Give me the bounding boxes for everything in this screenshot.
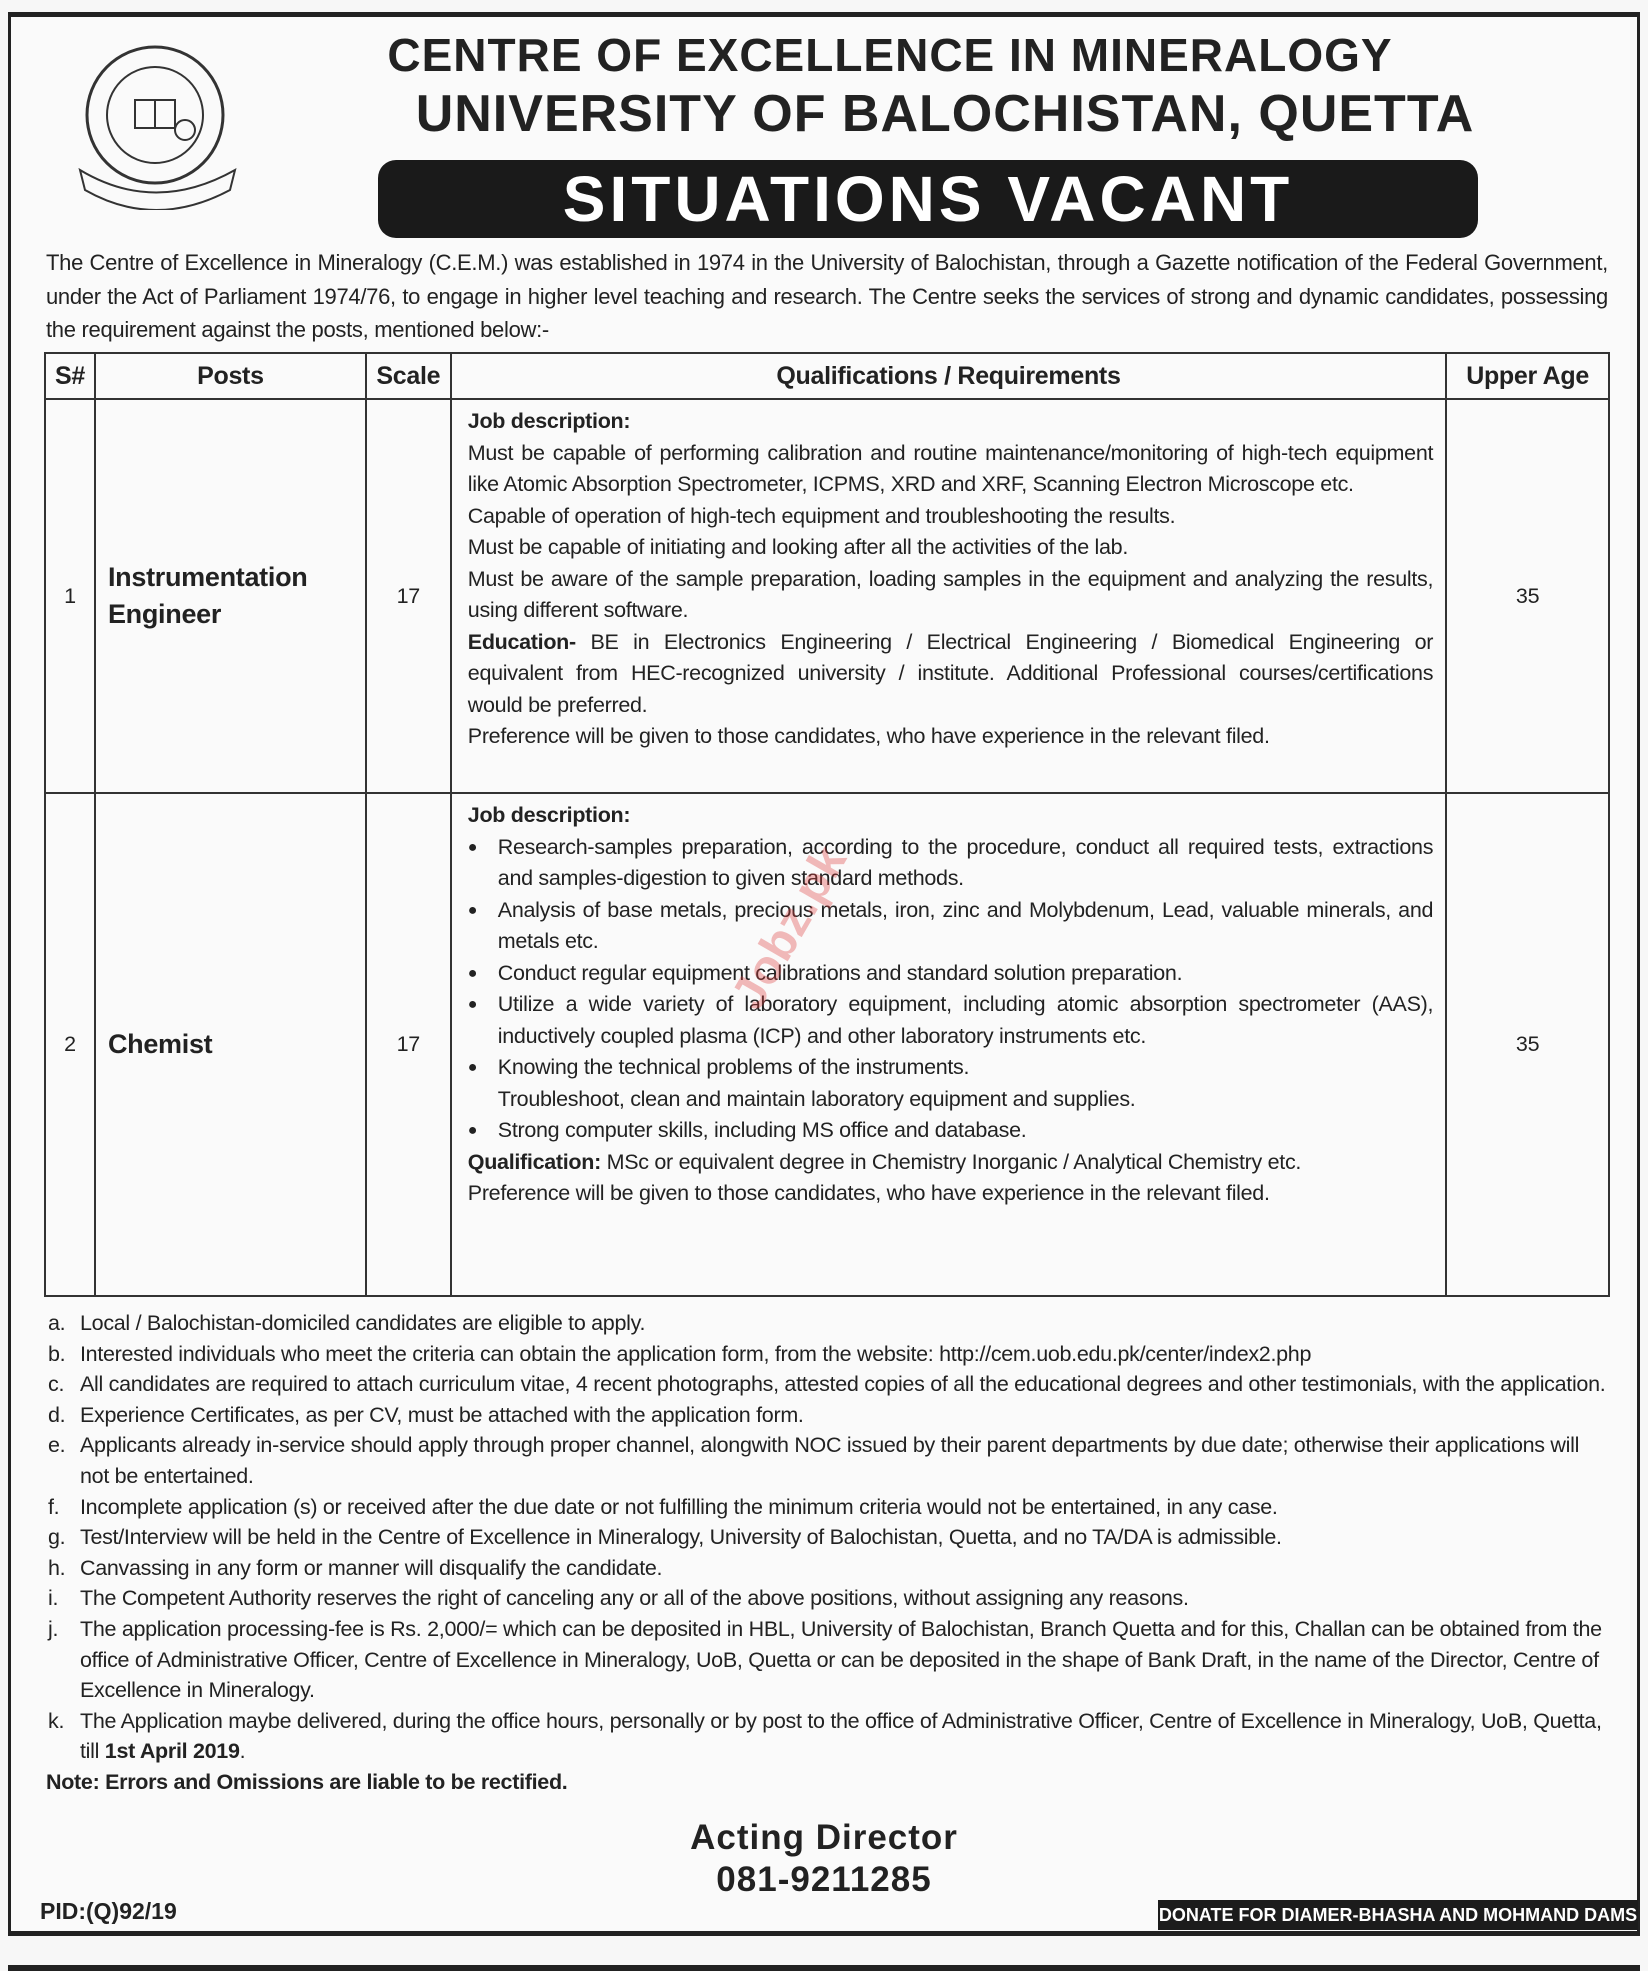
preference-line: Preference will be given to those candidates, who have experience in the relevant filed.: [467, 1181, 1270, 1205]
note-item: [46, 1339, 1608, 1370]
upper-age: 35: [1446, 793, 1609, 1296]
watermark: Jobz.pk: [721, 836, 857, 1019]
education-label: Education-: [467, 629, 576, 654]
situations-vacant-banner: SITUATIONS VACANT: [378, 160, 1478, 238]
note-item: [46, 1492, 1608, 1523]
note-text: Experience Certificates, as per CV, must be attached with the application form.: [80, 1402, 804, 1427]
bullet-item: ● Knowing the technical problems of the instruments.: [468, 1052, 1433, 1084]
intro-paragraph: The Centre of Excellence in Mineralogy (C.E.M.) was established in 1974 in the University of Balochistan, through a Gazette notification of the Federal Government, under the Act of Parliament 1974/76, to engage in higher level teaching and research. The Centre seeks the services of strong and dynamic candidates, possessing the requirement against the posts, mentioned below:-: [46, 250, 1608, 342]
errors-note: Note: Errors and Omissions are liable to be rectified.: [46, 1769, 568, 1794]
post-name: Chemist: [95, 793, 366, 1296]
column-header: S#: [45, 353, 95, 399]
note-item: [46, 1553, 1608, 1584]
bullet-item: ● Strong computer skills, including MS office and database.: [468, 1115, 1433, 1147]
requirement-line: Must be capable of performing calibration and routine maintenance/monitoring of high-tech equipment like Atomic Absorption Spectrometer, ICPMS, XRD and XRF, Scanning Electron Microscope etc.: [467, 440, 1434, 496]
note-key: b.: [48, 1341, 66, 1366]
note-key: i.: [48, 1586, 59, 1611]
organization-title: CENTRE OF EXCELLENCE IN MINERALOGY: [387, 29, 1393, 81]
note-text: The Application maybe delivered, during the office hours, personally or by post to the office of Administrative Officer, Centre of Excellence in Mineralogy, UoB, Quetta, till: [80, 1708, 1602, 1764]
university-logo: [60, 40, 260, 210]
note-text: Test/Interview will be held in the Centre of Excellence in Mineralogy, University of Balochistan, Quetta, and no TA/DA is admissible.: [80, 1525, 1282, 1550]
note-item: [46, 1614, 1608, 1706]
note-text: All candidates are required to attach curriculum vitae, 4 recent photographs, attested copies of all the educational degrees and other testimonials, with the application.: [80, 1372, 1606, 1397]
note-key: g.: [48, 1525, 66, 1550]
note-key: k.: [48, 1708, 65, 1733]
column-header: Qualifications / Requirements: [451, 353, 1446, 399]
serial-number: 2: [45, 793, 95, 1296]
preference-line: Preference will be given to those candidates, who have experience in the relevant filed.: [467, 724, 1270, 748]
note-key: h.: [48, 1555, 66, 1580]
qualification-label: Qualification:: [467, 1149, 601, 1174]
requirement-line: Troubleshoot, clean and maintain laboratory equipment and supplies.: [497, 1086, 1136, 1111]
note-text: Applicants already in-service should apply through proper channel, alongwith NOC issued by their parent departments by due date; otherwise their applications will not be entertained.: [80, 1433, 1580, 1488]
table-row: [45, 399, 1609, 793]
requirements: [451, 793, 1446, 1296]
requirement-line: Must be aware of the sample preparation, loading samples in the equipment and analyzing the results, using different software.: [467, 566, 1434, 622]
signatory-title: Acting Director: [690, 1818, 958, 1857]
job-description-label: Job description:: [467, 409, 631, 433]
note-item: [46, 1706, 1608, 1767]
job-description-label: Job description:: [467, 803, 631, 827]
qualification-text: MSc or equivalent degree in Chemistry Inorganic / Analytical Chemistry etc.: [600, 1149, 1302, 1174]
column-header: Posts: [95, 353, 366, 399]
table-header-row: [45, 353, 1609, 399]
note-text: Incomplete application (s) or received after the due date or not fulfilling the minimum criteria would not be entertained, in any case.: [80, 1494, 1278, 1519]
note-text: Local / Balochistan-domiciled candidates are eligible to apply.: [80, 1311, 646, 1335]
note-item: [46, 1369, 1608, 1400]
note-item: [46, 1583, 1608, 1614]
note-text: The application processing-fee is Rs. 2,000/= which can be deposited in HBL, University of Balochistan, Branch Quetta and for this, Challan can be obtained from the office of Administrative Officer, Centre of Excellence in Mineralogy, UoB, Quetta or can be deposited in the shape of Bank Draft, in the name of the Director, Centre of Excellence in Mineralogy.: [80, 1616, 1602, 1703]
bullet-item: ● Research-samples preparation, according to the procedure, conduct all required tests, extractions and samples-digestion to given standard methods.: [468, 832, 1433, 895]
note-item: [46, 1400, 1608, 1431]
note-key: d.: [48, 1402, 66, 1427]
serial-number: 1: [45, 399, 95, 793]
requirement-line: Must be capable of initiating and looking after all the activities of the lab.: [467, 535, 1129, 559]
bullet-item: ● Analysis of base metals, precious metals, iron, zinc and Molybdenum, Lead, valuable minerals, and metals etc.: [468, 895, 1433, 958]
terms-list: [46, 1308, 1608, 1798]
contact-phone: 081-9211285: [716, 1860, 932, 1899]
note-item: [46, 1522, 1608, 1553]
post-name: Instrumentation Engineer: [95, 399, 366, 793]
vacancies-table: [44, 352, 1610, 1297]
scale: 17: [366, 793, 451, 1296]
note-key: j.: [48, 1616, 59, 1641]
pid-code: PID:(Q)92/19: [40, 1898, 177, 1924]
note-item: [46, 1430, 1608, 1491]
note-text: The Competent Authority reserves the right of canceling any or all of the above positions, without assigning any reasons.: [80, 1586, 1189, 1611]
column-header: Scale: [366, 353, 451, 399]
note-text: Interested individuals who meet the criteria can obtain the application form, from the website: http://cem.uob.edu.pk/center/index2.php: [80, 1341, 1312, 1366]
education-text: BE in Electronics Engineering / Electrical Engineering / Biomedical Engineering or equivalent from HEC-recognized university / institute. Additional Professional courses/certifications would be preferred.: [467, 629, 1434, 717]
column-header: Upper Age: [1446, 353, 1609, 399]
university-title: UNIVERSITY OF BALOCHISTAN, QUETTA: [415, 85, 1475, 143]
note-end: .: [239, 1739, 246, 1764]
note-key: a.: [48, 1311, 66, 1335]
note-key: f.: [48, 1494, 60, 1519]
note-text-deadline: [80, 1706, 1608, 1767]
note-key: c.: [48, 1372, 65, 1397]
requirements: [451, 399, 1446, 793]
requirement-line: Capable of operation of high-tech equipment and troubleshooting the results.: [467, 503, 1176, 528]
note-item: [46, 1308, 1608, 1339]
bullet-item: ● Utilize a wide variety of laboratory equipment, including atomic absorption spectrometer (AAS), inductively coupled plasma (ICP) and other laboratory instruments etc.: [468, 989, 1433, 1052]
scale: 17: [366, 399, 451, 793]
deadline: 1st April 2019: [104, 1739, 240, 1764]
note-text: Canvassing in any form or manner will disqualify the candidate.: [80, 1555, 663, 1580]
upper-age: 35: [1446, 399, 1609, 793]
bullet-item: ● Conduct regular equipment calibrations and standard solution preparation.: [468, 958, 1433, 990]
note-key: e.: [48, 1433, 66, 1458]
divider: [8, 1965, 1640, 1971]
donate-banner: DONATE FOR DIAMER-BHASHA AND MOHMAND DAMS: [1158, 1900, 1638, 1930]
